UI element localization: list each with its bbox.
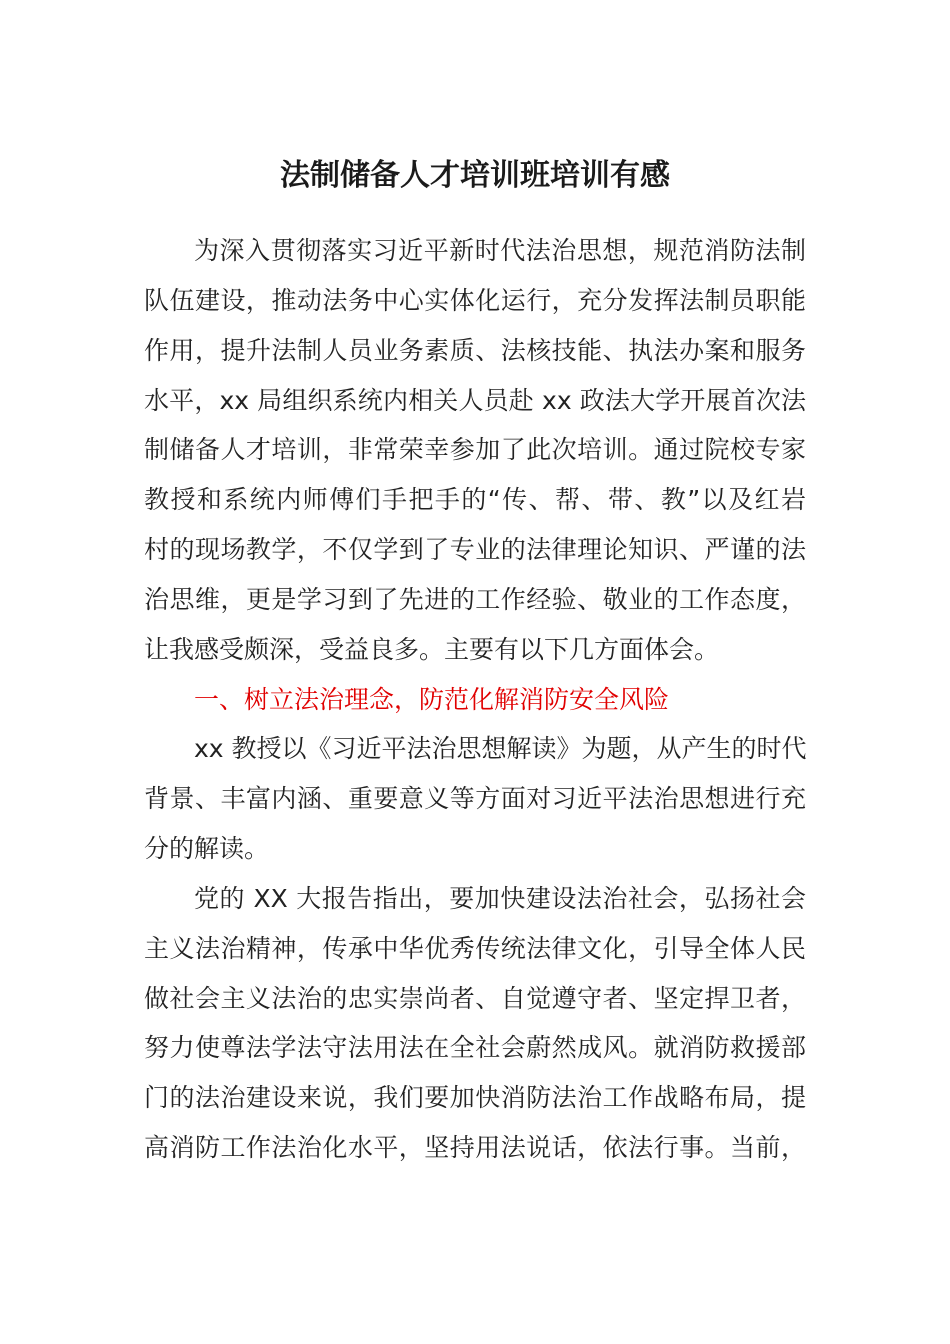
paragraph-line: 党的 XX 大报告指出，要加快建设法治社会，弘扬社会 — [194, 884, 806, 913]
paragraph-line: 做社会主义法治的忠实崇尚者、自觉遵守者、坚定捍卫者， — [144, 984, 806, 1013]
paragraph-line: 让我感受颇深，受益良多。主要有以下几方面体会。 — [144, 635, 720, 664]
paragraph-line: xx 教授以《习近平法治思想解读》为题，从产生的时代 — [194, 734, 807, 763]
paragraph-line: 为深入贯彻落实习近平新时代法治思想，规范消防法制 — [194, 236, 806, 265]
paragraph-line: 主义法治精神，传承中华优秀传统法律文化，引导全体人民 — [144, 934, 806, 963]
paragraph-line: 水平，xx 局组织系统内相关人员赴 xx 政法大学开展首次法 — [144, 386, 806, 415]
paragraph-line: 治思维，更是学习到了先进的工作经验、敬业的工作态度， — [144, 585, 806, 614]
paragraph-line: 作用，提升法制人员业务素质、法核技能、执法办案和服务 — [144, 336, 806, 365]
paragraph-line: 努力使尊法学法守法用法在全社会蔚然成风。就消防救援部 — [144, 1033, 806, 1062]
document-title: 法制储备人才培训班培训有感 — [280, 158, 670, 193]
paragraph-line: 背景、丰富内涵、重要意义等方面对习近平法治思想进行充 — [144, 784, 806, 813]
paragraph-line: 制储备人才培训，非常荣幸参加了此次培训。通过院校专家 — [144, 435, 806, 464]
paragraph-line: 教授和系统内师傅们手把手的“传、帮、带、教”以及红岩 — [144, 485, 806, 514]
paragraph-line: 分的解读。 — [144, 834, 270, 863]
section-heading: 一、树立法治理念，防范化解消防安全风险 — [194, 685, 670, 714]
paragraph-line: 队伍建设，推动法务中心实体化运行，充分发挥法制员职能 — [144, 286, 806, 315]
paragraph-line: 村的现场教学，不仅学到了专业的法律理论知识、严谨的法 — [144, 535, 806, 564]
paragraph-line: 高消防工作法治化水平，坚持用法说话，依法行事。当前， — [144, 1133, 806, 1162]
paragraph-line: 门的法治建设来说，我们要加快消防法治工作战略布局，提 — [144, 1083, 806, 1112]
